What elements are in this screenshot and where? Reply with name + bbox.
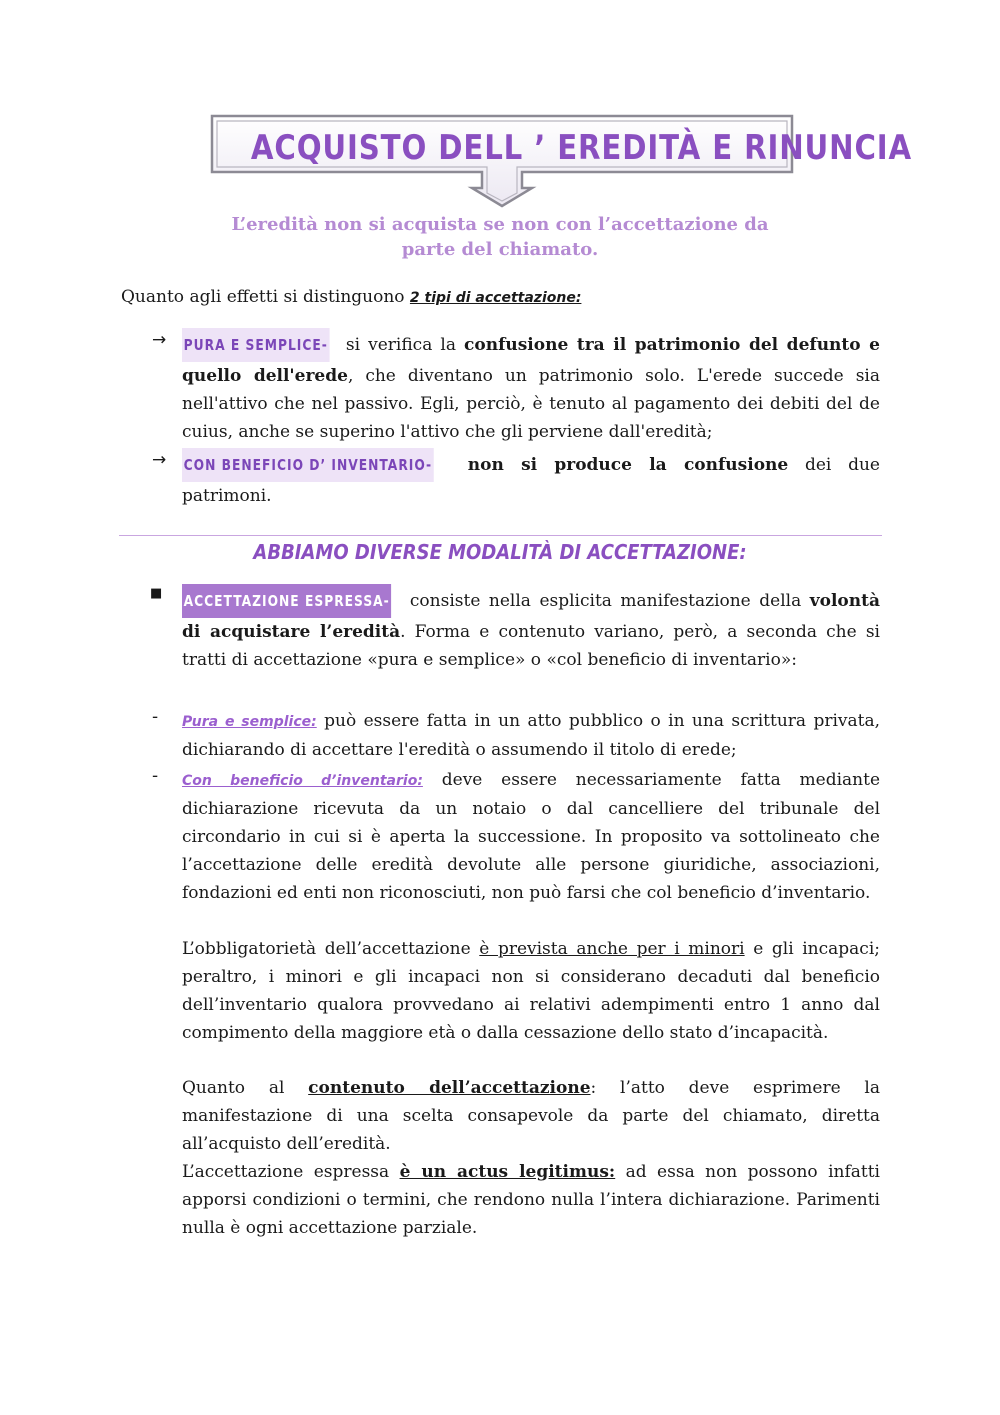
actus-text-a: L’accettazione espressa xyxy=(182,1162,400,1182)
contenuto-text-a: Quanto al xyxy=(182,1078,309,1098)
page-title: ACQUISTO DELL ’ EREDITÀ E RINUNCIA xyxy=(250,128,913,168)
intro-text: Quanto agli effetti si distinguono xyxy=(121,287,410,307)
divider xyxy=(119,535,882,536)
effect-bold: confusione tra il patrimonio del defunto e quello dell'erede xyxy=(182,335,880,386)
obbligatorieta-paragraph xyxy=(182,935,880,1047)
espressa-text-a: consiste nella esplicita manifestazione della xyxy=(401,591,810,611)
subtitle xyxy=(200,212,800,262)
espressa-item xyxy=(182,584,880,674)
espressa-bold: volontà di acquistare l’eredità xyxy=(182,591,880,642)
effect-text-b: dei due patrimoni. xyxy=(182,455,880,506)
contenuto-underlined: contenuto dell’accettazione xyxy=(308,1078,591,1098)
arrow-icon: → xyxy=(152,330,167,350)
effect-text-a: si verifica la xyxy=(337,335,465,355)
dash-bullet: - xyxy=(152,766,159,786)
obblig-text-a: L’obbligatorietà dell’accettazione xyxy=(182,939,480,959)
effect-bold: non si produce la confusione xyxy=(467,455,789,475)
actus-underlined: è un actus legitimus: xyxy=(399,1162,616,1182)
effect-item-beneficio xyxy=(182,448,880,510)
effect-item-pura xyxy=(182,328,880,446)
effect-text-b: , che diventano un patrimonio solo. L'erede succede sia nell'attivo che nel passivo. Egli, perciò, è tenuto al pagamento dei debiti del de cuius, anche se superino l'attivo che gli perviene dall'eredità; xyxy=(182,366,880,442)
beneficio-item xyxy=(182,766,880,907)
title-banner xyxy=(210,114,913,209)
effect-label-pura: PURA E SEMPLICE- xyxy=(182,328,329,362)
actus-text-b: ad essa non possono infatti apporsi condizioni o termini, che rendono nulla l’intera dichiarazione. Parimenti nulla è ogni accettazione parziale. xyxy=(182,1162,880,1238)
dash-bullet: - xyxy=(152,707,159,727)
pura-item xyxy=(182,707,880,764)
espressa-text-b: . Forma e contenuto variano, però, a seconda che si tratti di accettazione «pura e semplice» o «col beneficio di inventario»: xyxy=(182,622,880,670)
contenuto-text-b: : l’atto deve esprimere la manifestazione di una scelta consapevole da parte del chiamato, diretta all’acquisto dell’eredità. xyxy=(182,1078,881,1154)
obblig-text-b: e gli incapaci; peraltro, i minori e gli incapaci non si considerano decaduti dal beneficio dell’inventario qualora provvedano ai relativi adempimenti entro 1 anno dal compimento della maggiore età o dalla cessazione dello stato d’incapacità. xyxy=(182,939,880,1043)
subtitle-line-2: parte del chiamato. xyxy=(401,239,599,260)
intro-highlight: 2 tipi di accettazione: xyxy=(409,290,582,306)
intro-line xyxy=(121,284,581,311)
arrow-icon: → xyxy=(152,450,167,470)
actus-paragraph xyxy=(182,1158,880,1242)
effect-label-beneficio: CON BENEFICIO D’ INVENTARIO- xyxy=(182,448,434,482)
espressa-label: ACCETTAZIONE ESPRESSA- xyxy=(182,584,391,618)
pura-text: può essere fatta in un atto pubblico o in una scrittura privata, dichiarando di accettare l'eredità o assumendo il titolo di erede; xyxy=(182,711,880,760)
section-heading: ABBIAMO DIVERSE MODALITÀ DI ACCETTAZIONE: xyxy=(253,540,747,564)
obblig-underlined: è prevista anche per i minori xyxy=(479,939,745,959)
beneficio-label: Con beneficio d’inventario: xyxy=(182,773,423,789)
contenuto-paragraph xyxy=(182,1074,880,1158)
square-bullet-icon: ■ xyxy=(150,586,163,601)
effect-text-a xyxy=(451,455,468,475)
pura-label: Pura e semplice: xyxy=(182,714,317,730)
beneficio-text: deve essere necessariamente fatta mediante dichiarazione ricevuta da un notaio o dal cancelliere del tribunale del circondario in cui si è aperta la successione. In proposito va sottolineato che l’accettazione delle eredità devolute alle persone giuridiche, associazioni, fondazioni ed enti non riconosciuti, non può farsi che col beneficio d’inventario. xyxy=(182,770,880,903)
subtitle-line-1: L’eredità non si acquista se non con l’accettazione da xyxy=(231,214,769,235)
